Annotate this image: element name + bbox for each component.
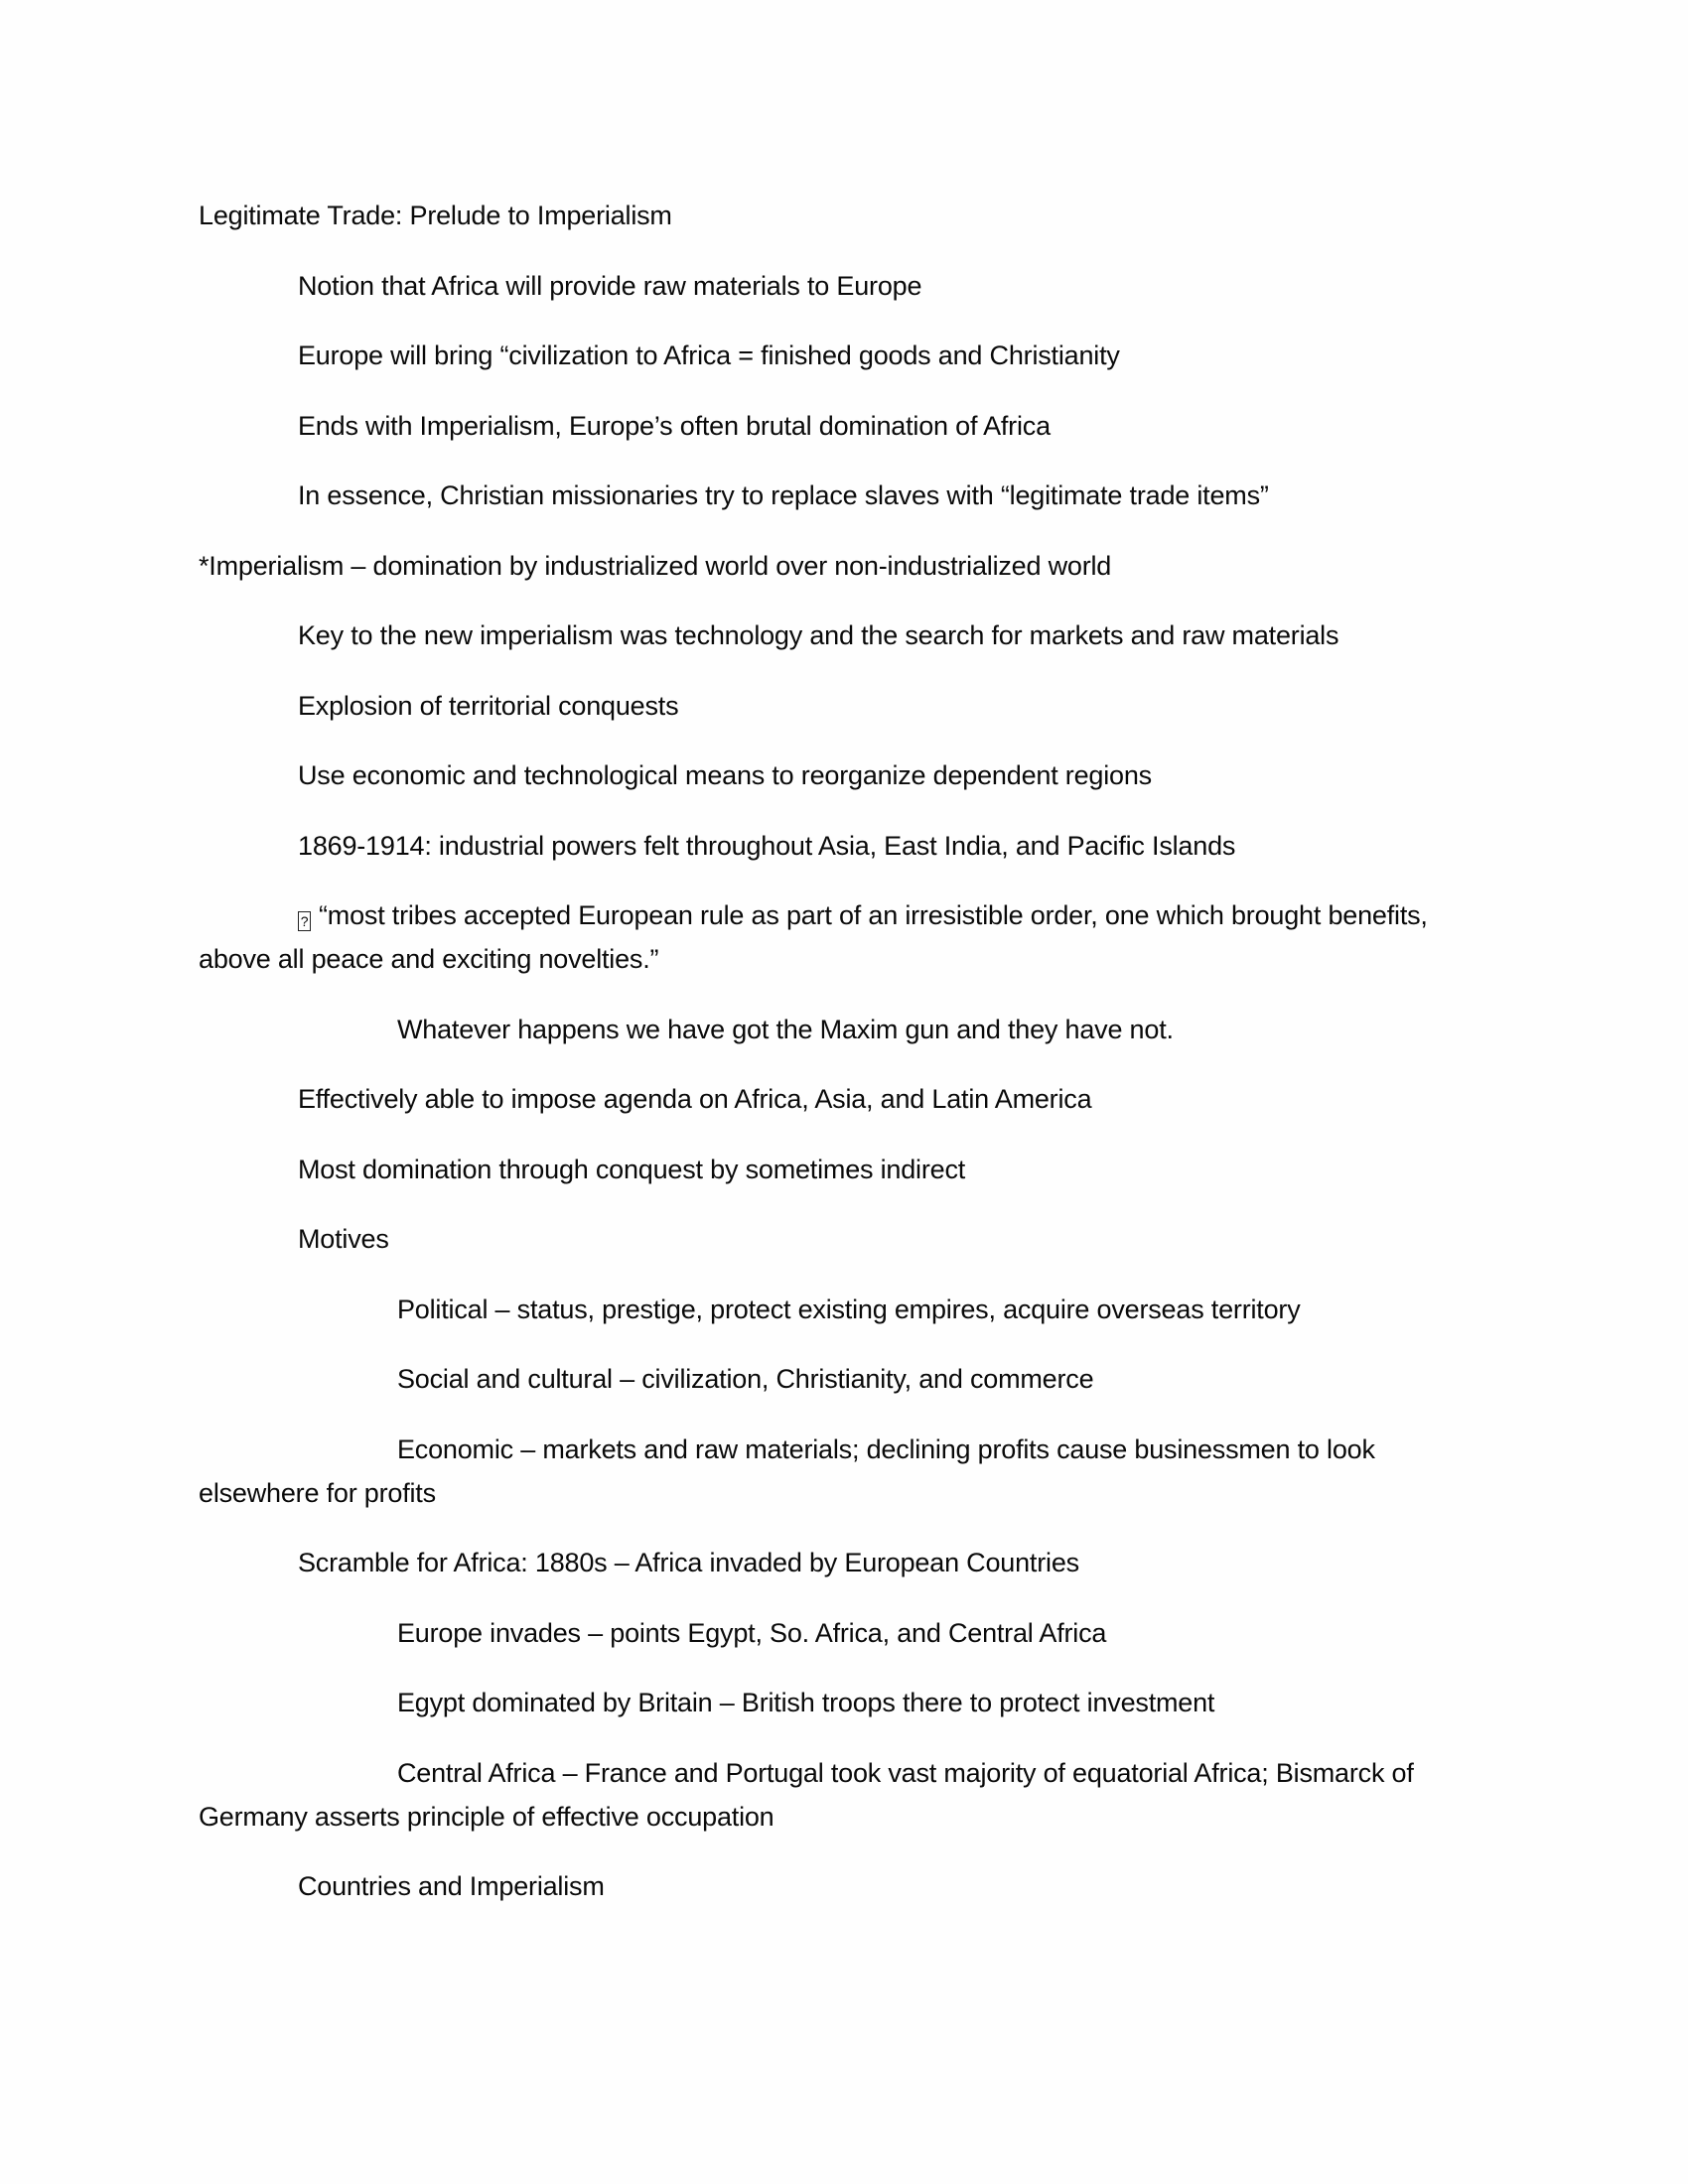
paragraph-text: Egypt dominated by Britain – British troops there to protect investment: [397, 1688, 1215, 1717]
paragraph: [199, 1077, 1489, 1121]
paragraph-text: Europe will bring “civilization to Africa = finished goods and Christianity: [298, 341, 1120, 370]
paragraph: [199, 1751, 1489, 1839]
paragraph-text: Explosion of territorial conquests: [298, 690, 679, 721]
paragraph: [199, 1148, 1489, 1191]
paragraph: [199, 1681, 1489, 1724]
paragraph-text: *Imperialism – domination by industrialized world over non-industrialized world: [199, 550, 1112, 581]
paragraph-text: Economic – markets and raw materials; declining profits cause businessmen to look elsewhere for profits: [199, 1433, 1375, 1508]
subheading-motives: [199, 1217, 1489, 1261]
paragraph: [199, 753, 1489, 797]
paragraph: [199, 264, 1489, 308]
paragraph: [199, 1428, 1489, 1515]
paragraph-text: Europe invades – points Egypt, So. Africa, and Central Africa: [397, 1617, 1107, 1648]
paragraph-text: Ends with Imperialism, Europe’s often brutal domination of Africa: [298, 410, 1051, 441]
paragraph: [199, 334, 1489, 377]
heading-legitimate-trade: [199, 194, 1489, 237]
paragraph-text: Social and cultural – civilization, Christianity, and commerce: [397, 1364, 1094, 1394]
paragraph-text: Central Africa – France and Portugal took vast majority of equatorial Africa; Bismarck of Germany asserts principle of effective occupation: [199, 1757, 1414, 1832]
paragraph: [199, 1357, 1489, 1401]
paragraph: [199, 824, 1489, 868]
subheading-countries-and-imperialism: [199, 1864, 1489, 1908]
paragraph-text: Use economic and technological means to reorganize dependent regions: [298, 760, 1152, 790]
paragraph: [199, 1008, 1489, 1051]
paragraph-text: “most tribes accepted European rule as part of an irresistible order, one which brought benefits, above all peace and exciting novelties.”: [199, 900, 1428, 974]
paragraph-text: Political – status, prestige, protect existing empires, acquire overseas territory: [397, 1294, 1301, 1324]
paragraph-text: Legitimate Trade: Prelude to Imperialism: [199, 201, 672, 230]
document-body: [199, 194, 1489, 1935]
heading-imperialism: [199, 544, 1489, 588]
paragraph-text: 1869-1914: industrial powers felt throughout Asia, East India, and Pacific Islands: [298, 830, 1236, 861]
paragraph-text: Notion that Africa will provide raw materials to Europe: [298, 270, 922, 301]
paragraph-text: In essence, Christian missionaries try to replace slaves with “legitimate trade items”: [298, 480, 1269, 510]
paragraph-text: Key to the new imperialism was technology and the search for markets and raw materials: [298, 620, 1339, 650]
paragraph: [199, 684, 1489, 728]
paragraph-text: Motives: [298, 1224, 389, 1254]
paragraph: [199, 614, 1489, 657]
missing-glyph-icon: ?: [298, 911, 311, 931]
paragraph-text: Scramble for Africa: 1880s – Africa invaded by European Countries: [298, 1548, 1079, 1577]
quote-paragraph: [199, 893, 1489, 981]
paragraph-text: Most domination through conquest by sometimes indirect: [298, 1154, 966, 1184]
paragraph: [199, 474, 1489, 517]
paragraph-text: Countries and Imperialism: [298, 1871, 605, 1901]
paragraph-text: Whatever happens we have got the Maxim gun and they have not.: [397, 1014, 1174, 1044]
paragraph: [199, 1611, 1489, 1655]
paragraph: [199, 1288, 1489, 1331]
paragraph: [199, 404, 1489, 448]
paragraph-text: Effectively able to impose agenda on Africa, Asia, and Latin America: [298, 1084, 1092, 1114]
subheading-scramble-for-africa: [199, 1541, 1489, 1584]
